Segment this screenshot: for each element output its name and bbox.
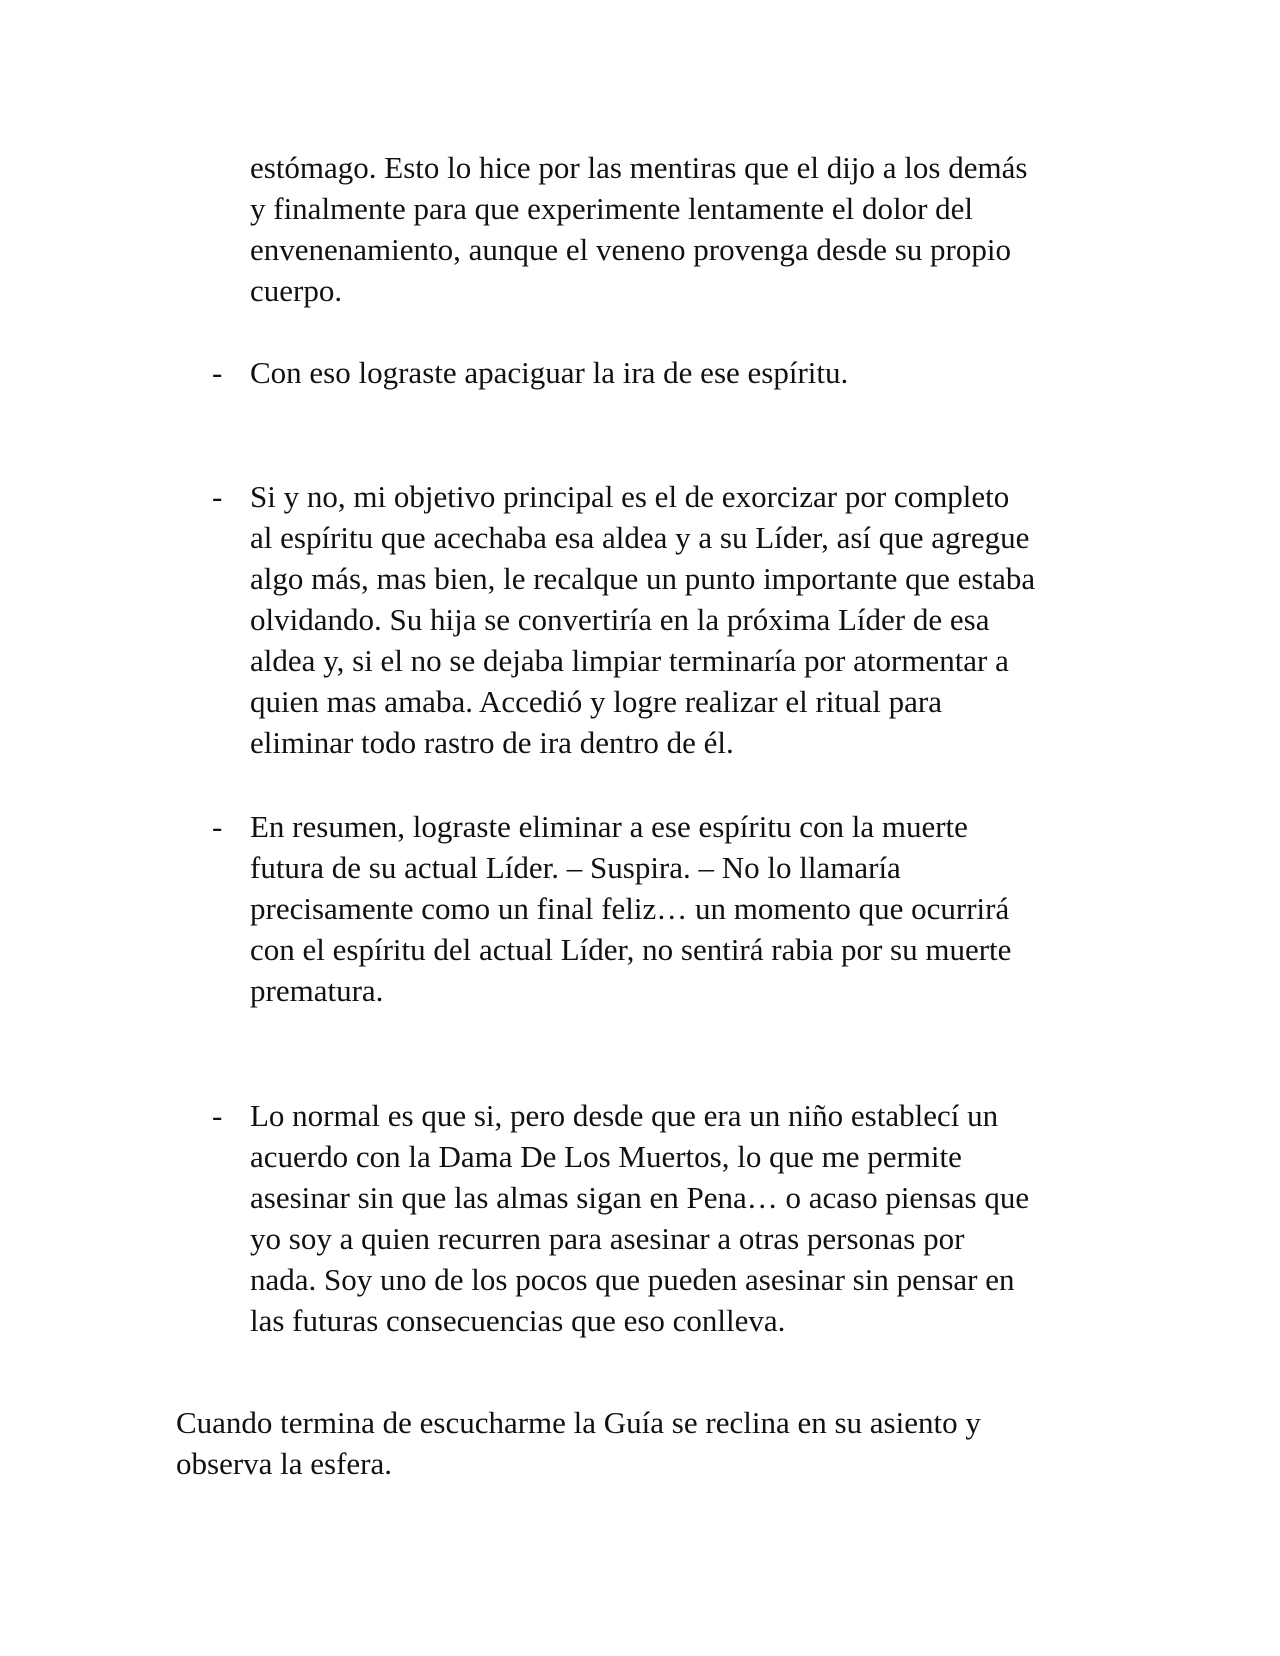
dialogue-line: olvidando. Su hija se convertiría en la próxima Líder de esa <box>250 602 990 637</box>
paragraph-line: envenenamiento, aunque el veneno provenga desde su propio <box>250 232 1011 267</box>
dialogue-line: acuerdo con la Dama De Los Muertos, lo que me permite <box>250 1139 962 1174</box>
dialogue-line: yo soy a quien recurren para asesinar a otras personas por <box>250 1221 965 1256</box>
dialogue-dash-marker: - <box>212 1098 223 1133</box>
dialogue-line: las futuras consecuencias que eso conlleva. <box>250 1303 786 1338</box>
dialogue-line: nada. Soy uno de los pocos que pueden asesinar sin pensar en <box>250 1262 1015 1297</box>
dialogue-dash-marker: - <box>212 479 223 514</box>
paragraph-line: Cuando termina de escucharme la Guía se reclina en su asiento y <box>176 1405 981 1440</box>
dialogue-dash-marker: - <box>212 809 223 844</box>
dialogue-line: prematura. <box>250 973 384 1008</box>
dialogue-line: Con eso lograste apaciguar la ira de ese espíritu. <box>250 355 849 390</box>
dialogue-dash-marker: - <box>212 355 223 390</box>
dialogue-line: quien mas amaba. Accedió y logre realizar el ritual para <box>250 684 943 719</box>
dialogue-line: futura de su actual Líder. – Suspira. – No lo llamaría <box>250 850 901 885</box>
dialogue-line: asesinar sin que las almas sigan en Pena… o acaso piensas que <box>250 1180 1030 1215</box>
dialogue-line: Si y no, mi objetivo principal es el de exorcizar por completo <box>250 479 1010 514</box>
dialogue-line: En resumen, lograste eliminar a ese espíritu con la muerte <box>250 809 968 844</box>
paragraph-line: observa la esfera. <box>176 1446 393 1481</box>
dialogue-line: con el espíritu del actual Líder, no sentirá rabia por su muerte <box>250 932 1012 967</box>
dialogue-line: al espíritu que acechaba esa aldea y a su Líder, así que agregue <box>250 520 1030 555</box>
dialogue-line: Lo normal es que si, pero desde que era un niño establecí un <box>250 1098 999 1133</box>
paragraph-line: cuerpo. <box>250 273 343 308</box>
paragraph-line: y finalmente para que experimente lentamente el dolor del <box>250 191 974 226</box>
paragraph-line: estómago. Esto lo hice por las mentiras que el dijo a los demás <box>250 150 1028 185</box>
dialogue-line: eliminar todo rastro de ira dentro de él. <box>250 725 734 760</box>
dialogue-line: aldea y, si el no se dejaba limpiar terminaría por atormentar a <box>250 643 1009 678</box>
dialogue-line: algo más, mas bien, le recalque un punto importante que estaba <box>250 561 1036 596</box>
dialogue-line: precisamente como un final feliz… un momento que ocurrirá <box>250 891 1010 926</box>
